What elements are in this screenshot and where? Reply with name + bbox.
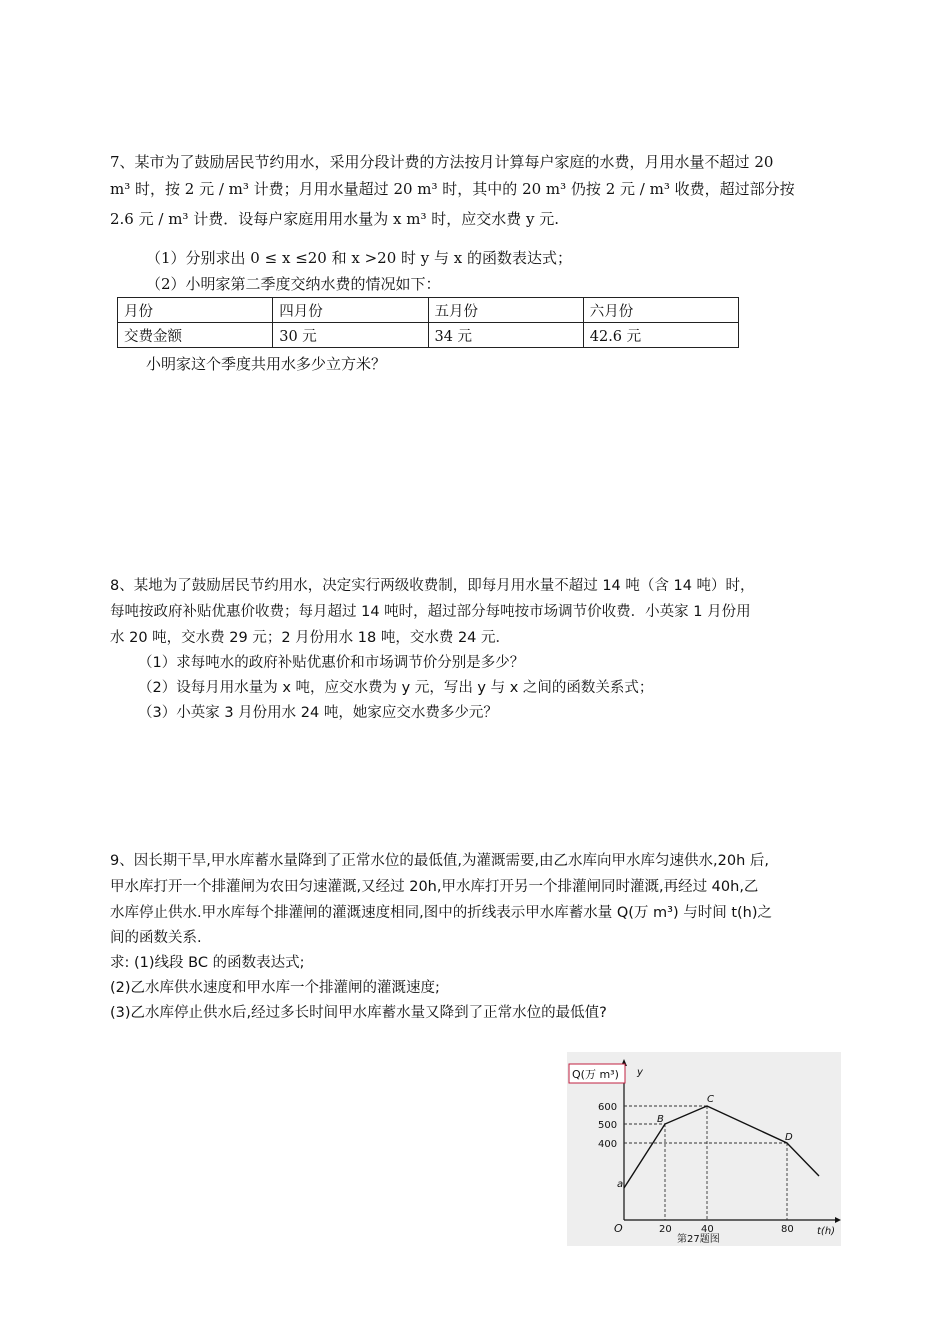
q9-ask2: (2)乙水库供水速度和甲水库一个排灌闸的灌溉速度;: [110, 980, 440, 996]
q8-sub1: （1）求每吨水的政府补贴优惠价和市场调节价分别是多少？: [138, 655, 525, 671]
point-a-label: a: [617, 1179, 624, 1190]
y-tick-500: 500: [598, 1120, 618, 1131]
q8-line1: 8、某地为了鼓励居民节约用水，决定实行两级收费制，即每月用水量不超过 14 吨（含 14 吨）时，: [110, 578, 755, 594]
table-row: [118, 323, 739, 348]
q7-line3: 2.6 元 / m³ 计费．设每户家庭用用水量为 x m³ 时，应交水费 y 元.: [110, 210, 559, 228]
water-fee-table: [117, 297, 739, 348]
x-tick-20: 20: [659, 1224, 672, 1235]
point-c-label: C: [707, 1094, 714, 1105]
table-cell: 42.6 元: [583, 323, 738, 348]
x-tick-80: 80: [781, 1224, 794, 1235]
table-cell: 30 元: [273, 323, 428, 348]
table-cell: 六月份: [583, 298, 738, 323]
table-cell: 四月份: [273, 298, 428, 323]
q9-figure: [567, 1052, 841, 1246]
q9-ask1: 求: (1)线段 BC 的函数表达式;: [110, 955, 305, 971]
point-b-label: B: [657, 1114, 664, 1125]
q7-question: 小明家这个季度共用水多少立方米？: [146, 355, 387, 373]
x-axis-arrow: [835, 1217, 841, 1223]
x-tick-40: 40: [701, 1224, 714, 1235]
point-d-label: D: [785, 1132, 793, 1143]
q8-sub2: （2）设每月用水量为 x 吨，应交水费为 y 元，写出 y 与 x 之间的函数关系式；: [138, 680, 654, 696]
q7-line2: m³ 时，按 2 元 / m³ 计费；月用水量超过 20 m³ 时，其中的 20 m³ 仍按 2 元 / m³ 收费，超过部分按: [110, 180, 795, 198]
x-axis-title: t(h): [817, 1226, 836, 1237]
q7-line1: 7、某市为了鼓励居民节约用水，采用分段计费的方法按月计算每户家庭的水费，月用水量不超过 20: [110, 153, 774, 171]
y-tick-400: 400: [598, 1139, 618, 1150]
q8-line3: 水 20 吨，交水费 29 元；2 月份用水 18 吨，交水费 24 元．: [110, 630, 511, 646]
q9-ask3: (3)乙水库停止供水后,经过多长时间甲水库蓄水量又降到了正常水位的最低值?: [110, 1005, 607, 1021]
q8-sub3: （3）小英家 3 月份用水 24 吨，她家应交水费多少元？: [138, 705, 498, 721]
figure-caption: 第27题图: [677, 1234, 720, 1245]
reservoir-graph: [567, 1052, 841, 1246]
q9-line3: 水库停止供水.甲水库每个排灌闸的灌溉速度相同,图中的折线表示甲水库蓄水量 Q(万 m³) 与时间 t(h)之: [110, 905, 773, 921]
table-cell: 交费金额: [118, 323, 273, 348]
q8-line2: 每吨按政府补贴优惠价收费；每月超过 14 吨时，超过部分每吨按市场调节价收费．小英家 1 月份用: [110, 604, 751, 620]
q7-sub2: （2）小明家第二季度交纳水费的情况如下：: [146, 275, 441, 293]
table-row: [118, 298, 739, 323]
y-tick-600: 600: [598, 1102, 618, 1113]
q7-sub1: （1）分别求出 0 ≤ x ≤20 和 x >20 时 y 与 x 的函数表达式；: [146, 249, 573, 267]
guide-lines: [624, 1106, 787, 1220]
storage-polyline: [624, 1106, 819, 1188]
q9-line2: 甲水库打开一个排灌闸为农田匀速灌溉,又经过 20h,甲水库打开另一个排灌闸同时灌溉,再经过 40h,乙: [110, 879, 759, 895]
y-axis-title: Q(万 m³): [572, 1068, 619, 1081]
table-cell: 34 元: [428, 323, 583, 348]
y-variable-label: y: [637, 1067, 643, 1078]
table-cell: 月份: [118, 298, 273, 323]
origin-label: O: [614, 1222, 623, 1235]
table-cell: 五月份: [428, 298, 583, 323]
q9-line4: 间的函数关系.: [110, 930, 202, 946]
q9-line1: 9、因长期干旱,甲水库蓄水量降到了正常水位的最低值,为灌溉需要,由乙水库向甲水库匀速供水,20h 后,: [110, 853, 770, 869]
